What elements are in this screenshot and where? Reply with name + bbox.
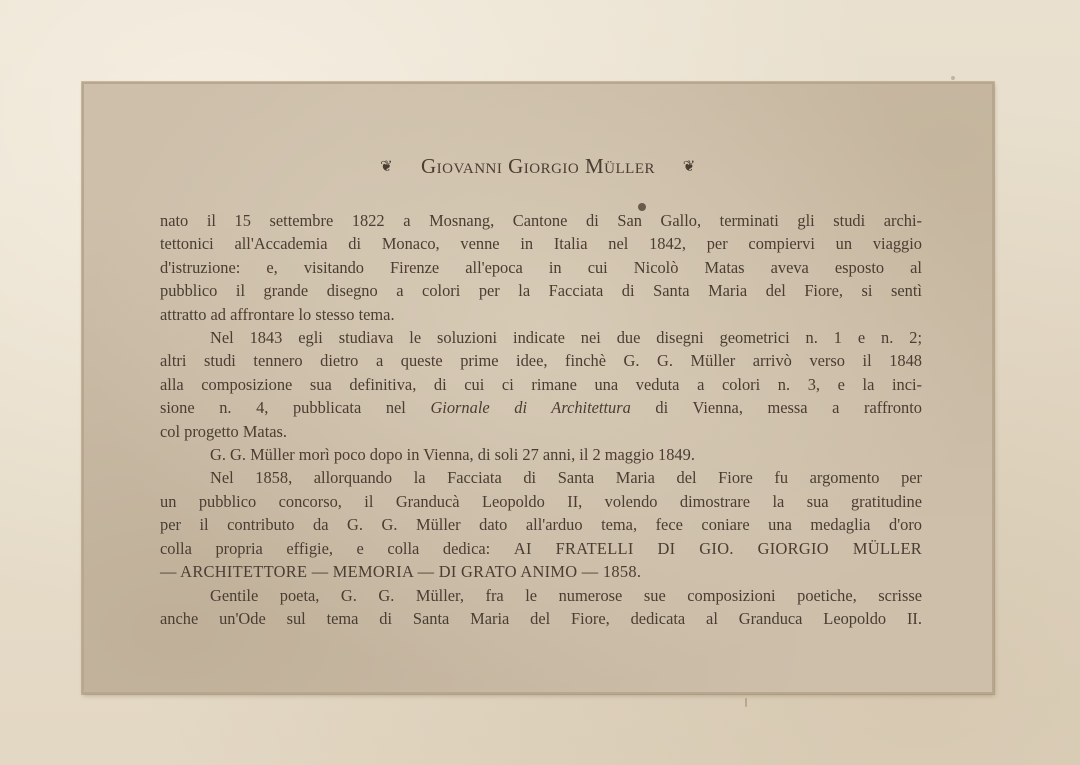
- fleuron-left-icon: ❦: [380, 159, 394, 175]
- text-segment: sione n. 4, pubblicata nel: [160, 398, 431, 418]
- printed-card: [82, 82, 994, 694]
- heading-title: Giovanni Giorgio Müller: [420, 154, 656, 178]
- text-line: G. G. Müller morì poco dopo in Vienna, di soli 27 anni, il 2 maggio 1849.: [210, 445, 695, 465]
- text-line: nato il 15 settembre 1822 a Mosnang, Cantone di San Gallo, terminati gli studi archi-: [160, 211, 922, 230]
- journal-title: Giornale di Architettura: [430, 398, 631, 418]
- text-line: altri studi tennero dietro a queste prime idee, finchè G. G. Müller arrivò verso il 1848: [160, 351, 922, 371]
- mount-spot: [745, 698, 747, 707]
- text-line: Nel 1843 egli studiava le soluzioni indicate nei due disegni geometrici n. 1 e n. 2;: [210, 328, 922, 348]
- paragraph-4: [160, 466, 922, 583]
- text-line: un pubblico concorso, il Granducà Leopoldo II, volendo dimostrare la sua gratitudine: [160, 491, 922, 511]
- paragraph-5: [160, 584, 922, 631]
- text-line: Nel 1858, allorquando la Facciata di Santa Maria del Fiore fu argomento per: [210, 468, 922, 488]
- biography-text: [160, 209, 922, 630]
- text-line: d'istruzione: e, visitando Firenze all'epoca in cui Nicolò Matas aveva esposto al: [160, 257, 922, 277]
- text-line: col progetto Matas.: [160, 421, 287, 441]
- text-line: pubblico il grande disegno a colori per la Facciata di Santa Maria del Fiore, si sentì: [160, 281, 922, 301]
- text-segment: colla propria effigie, e colla dedica:: [160, 538, 514, 558]
- text-line: anche un'Ode sul tema di Santa Maria del Fiore, dedicata al Granduca Leopoldo II.: [160, 608, 922, 628]
- text-line: attratto ad affrontare lo stesso tema.: [160, 304, 395, 324]
- text-line: tettonici all'Accademia di Monaco, venne in Italia nel 1842, per compiervi un viaggio: [160, 234, 922, 254]
- paragraph-3: [160, 443, 922, 466]
- medal-dedication-continued: — ARCHITETTORE — MEMORIA — DI GRATO ANIMO — 1858.: [160, 562, 642, 582]
- medal-dedication: AI FRATELLI DI GIO. GIORGIO MÜLLER: [513, 538, 923, 558]
- text-line: Gentile poeta, G. G. Müller, fra le numerose sue composizioni poetiche, scrisse: [210, 585, 922, 605]
- text-line-with-dedication: [160, 537, 922, 560]
- text-segment: di Vienna, messa a raffronto: [630, 398, 922, 418]
- card-heading: [84, 154, 992, 179]
- text-line: alla composizione sua definitiva, di cui ci rimane una veduta a colori n. 3, e la inci-: [160, 374, 922, 394]
- text-line: per il contributo da G. G. Müller dato all'arduo tema, fece coniare una medaglia d'oro: [160, 515, 922, 535]
- paragraph-2: [160, 326, 922, 443]
- text-line-with-title: [160, 396, 922, 419]
- fleuron-right-icon: ❦: [682, 159, 696, 175]
- paragraph-1: [160, 209, 922, 326]
- mount-spot: [951, 76, 955, 80]
